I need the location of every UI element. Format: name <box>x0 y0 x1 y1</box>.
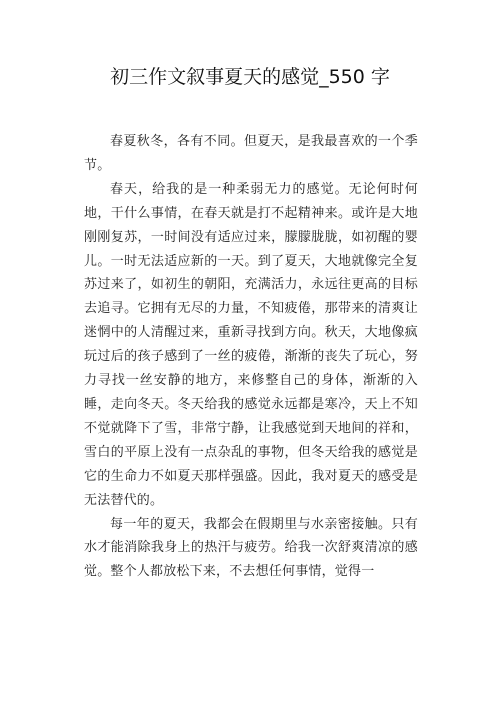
document-title: 初三作文叙事夏天的感觉_550 字 <box>110 66 390 88</box>
document-body <box>84 130 418 584</box>
paragraph-1: 春夏秋冬，各有不同。但夏天，是我最喜欢的一个季节。 <box>84 134 418 173</box>
paragraph-3: 每一年的夏天，我都会在假期里与水亲密接触。只有水才能消除我身上的热汗与疲劳。给我一次舒爽清凉的感觉。整个人都放松下来，不去想任何事情，觉得一 <box>84 516 418 580</box>
paragraph-2: 春天，给我的是一种柔弱无力的感觉。无论何时何地，干什么事情，在春天就是打不起精神来。或许是大地刚刚复苏，一时间没有适应过来，朦朦胧胧，如初醒的婴儿。一时无法适应新的一天。到了夏天，大地就像完全复苏过来了，如初生的朝阳，充满活力，永远往更高的目标去追寻。它拥有无尽的力量，不知疲倦，那带来的清爽让迷惘中的人清醒过来，重新寻找到方向。秋天，大地像疯玩过后的孩子感到了一丝的疲倦，渐渐的丧失了玩心，努力寻找一丝安静的地方，来修整自己的身体，渐渐的入睡，走向冬天。冬天给我的感觉永远都是寒冷，天上不知不觉就降下了雪，非常宁静，让我感觉到天地间的祥和，雪白的平原上没有一点杂乱的事物，但冬天给我的感觉是它的生命力不如夏天那样强盛。因此，我对夏天的感受是无法替代的。 <box>84 181 418 508</box>
